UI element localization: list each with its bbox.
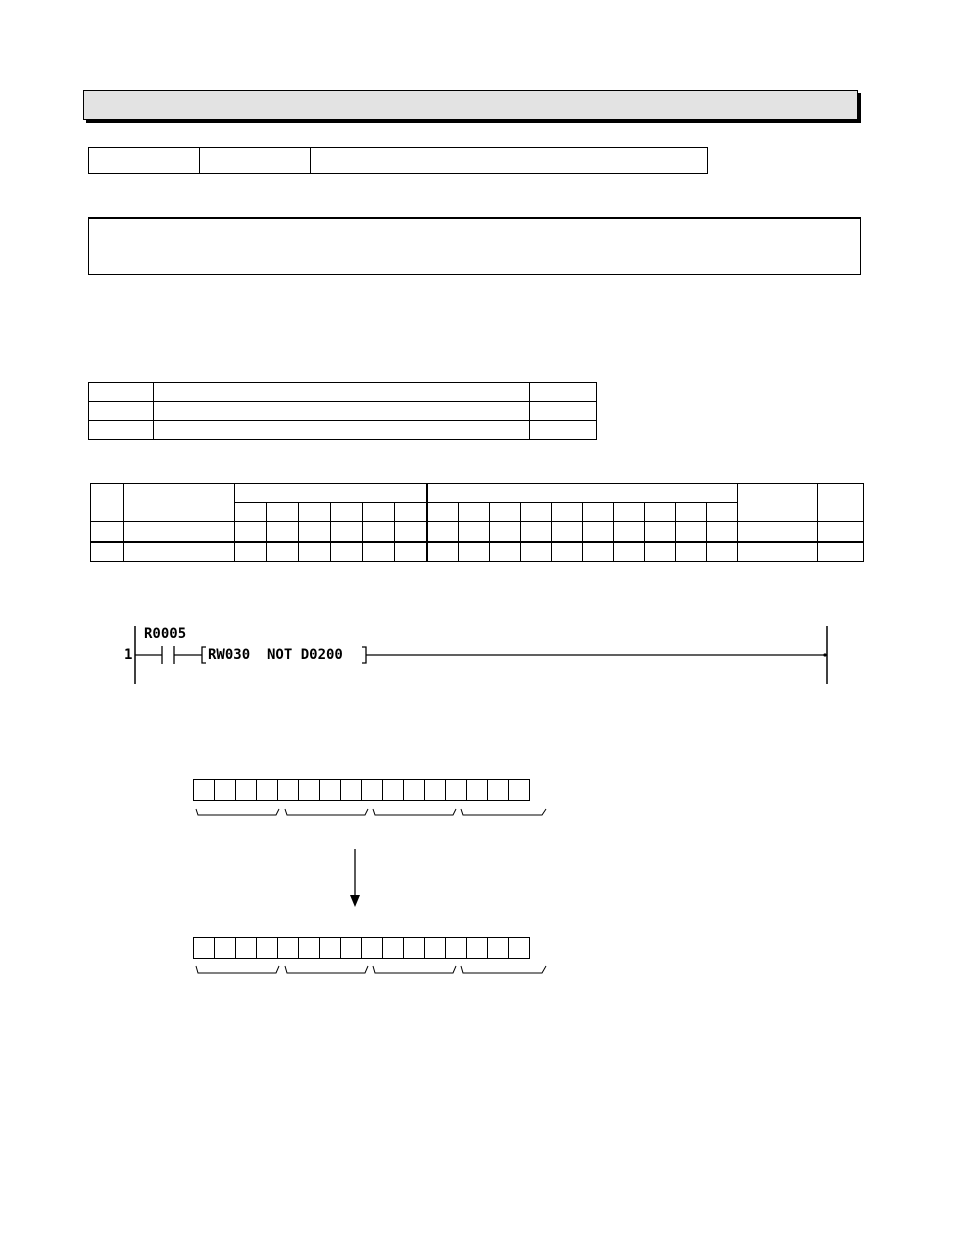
bit-cell [235,937,257,959]
destination-word-bits [194,937,530,959]
bit-cell [403,937,425,959]
bit-cell [382,937,404,959]
bit-cell [277,937,299,959]
bit-cell [445,937,467,959]
instruction-text: RW030 NOT D0200 [208,647,343,663]
bit-cell [466,937,488,959]
bit-cell [361,937,383,959]
bit-cell [256,937,278,959]
bit-cell [298,937,320,959]
bit-cell [319,937,341,959]
bit-cell [193,937,215,959]
bit-cell [340,937,362,959]
bit-cell [487,937,509,959]
bit-cell [508,937,530,959]
rung-number: 1 [124,647,133,663]
bit-cell [214,937,236,959]
bit-cell [424,937,446,959]
contact-label: R0005 [144,626,187,642]
